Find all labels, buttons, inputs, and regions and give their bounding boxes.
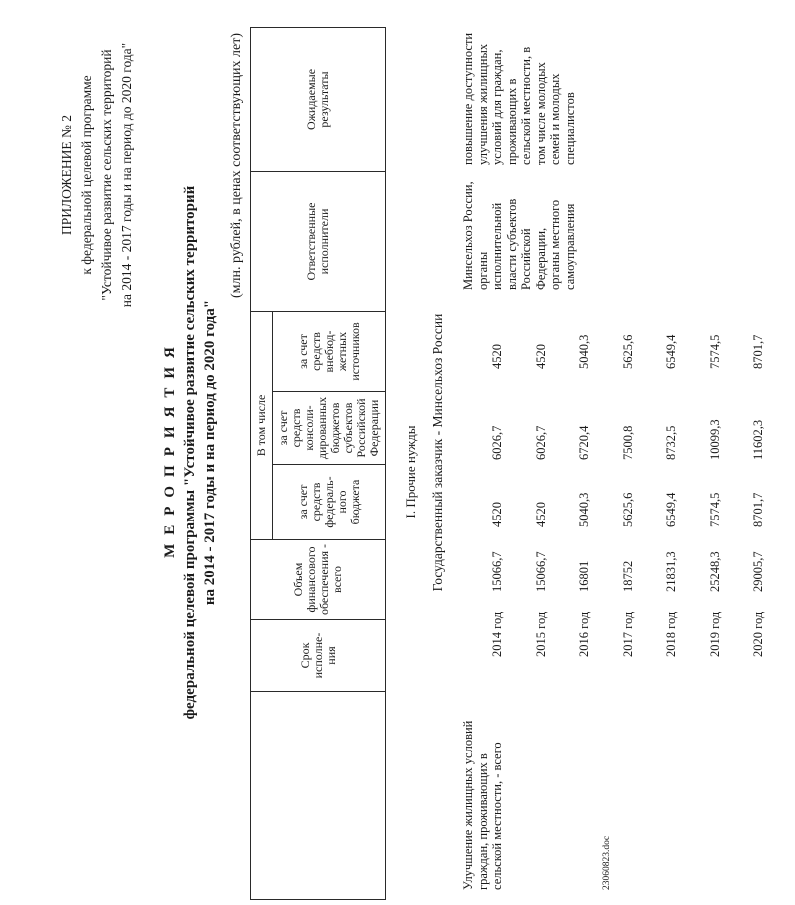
total-funding-cell: 15066,7 — [533, 551, 548, 592]
total-funding-cell: 15066,7 — [490, 551, 504, 592]
state-customer: Государственный заказчик - Минсельхоз России — [430, 313, 445, 592]
extrabudgetary-cell: 4520 — [533, 344, 548, 369]
year-cell: 2019 год — [707, 611, 722, 657]
year-cell: 2016 год — [577, 611, 591, 657]
total-funding-cell: 18752 — [620, 560, 635, 592]
regional-budget-cell: 6720,4 — [577, 425, 591, 460]
total-funding-column — [461, 551, 795, 592]
regional-budget-cell: 8732,5 — [664, 425, 678, 460]
title-heading-line — [160, 0, 180, 905]
file-name: 23060823.doc — [602, 835, 612, 890]
years-column — [461, 612, 795, 657]
header-row-top — [251, 27, 273, 899]
federal-budget-column — [461, 493, 795, 527]
federal-budget-cell: 5040,3 — [577, 492, 591, 527]
table-header — [250, 27, 386, 900]
extrabudgetary-cell: 6549,4 — [664, 334, 678, 369]
extrabudgetary-cell: 4520 — [490, 344, 504, 369]
header-including-group: В том числе — [251, 311, 273, 539]
appendix-program-period: на 2014 - 2017 годы и на период до 2020 года" — [119, 42, 134, 308]
extrabudgetary-column — [461, 335, 795, 369]
regional-budget-cell: 11602,3 — [751, 419, 765, 460]
federal-budget-cell: 8701,7 — [751, 492, 765, 527]
appendix-number: ПРИЛОЖЕНИЕ № 2 — [59, 114, 74, 236]
header-extrabudgetary: за счет средств внебюд- жетных источников — [273, 311, 386, 391]
title-program-name: федеральной целевой программы "Устойчивое развитие сельских территорий — [182, 185, 198, 720]
extrabudgetary-cell: 7574,5 — [707, 334, 722, 369]
year-cell: 2014 год — [490, 611, 504, 657]
regional-budget-cell: 10099,3 — [707, 419, 722, 460]
federal-budget-cell: 7574,5 — [707, 492, 722, 527]
year-cell: 2020 год — [751, 611, 765, 657]
appendix-program-name: "Устойчивое развитие сельских территорий — [99, 49, 114, 301]
extrabudgetary-cell: 5625,6 — [620, 334, 635, 369]
header-total-funding: Объем финансового обеспечения - всего — [251, 540, 386, 620]
extrabudgetary-cell: 5040,3 — [577, 334, 591, 369]
header-executors: Ответственные исполнители — [251, 171, 386, 311]
header-federal-budget: за счет средств федераль- ного бюджета — [273, 465, 386, 540]
title-program-period: на 2014 - 2017 годы и на период до 2020 года" — [202, 299, 218, 606]
federal-budget-cell: 6549,4 — [664, 492, 678, 527]
document-title — [160, 0, 220, 905]
total-funding-cell: 21831,3 — [664, 551, 678, 592]
responsible-executors: Минсельхоз России, органы исполнительной власти субъектов Российской Федерации, органы местного самоуправления — [461, 181, 577, 290]
header-regional-budgets: за счет средств консоли- дированных бюджетов субъектов Российской Федерации — [273, 392, 386, 465]
year-cell: 2018 год — [664, 611, 678, 657]
header-term: Срок исполне- ния — [251, 620, 386, 692]
extrabudgetary-cell: 8701,7 — [751, 334, 765, 369]
federal-budget-cell: 5625,6 — [620, 492, 635, 527]
units-note: (млн. рублей, в ценах соответствующих лет) — [229, 33, 244, 298]
regional-budgets-column — [461, 419, 795, 460]
appendix-heading — [57, 20, 137, 330]
regional-budget-cell: 6026,7 — [490, 425, 504, 460]
regional-budget-cell: 6026,7 — [533, 425, 548, 460]
section-title: I. Прочие нужды — [403, 425, 418, 519]
measure-name: Улучшение жилищных условий граждан, проживающих в сельской местности, - всего — [461, 720, 504, 890]
federal-budget-cell: 4520 — [533, 502, 548, 527]
header-results: Ожидаемые результаты — [251, 27, 386, 171]
total-funding-cell: 16801 — [577, 560, 591, 592]
federal-budget-cell: 4520 — [490, 502, 504, 527]
year-cell: 2015 год — [533, 611, 548, 657]
header-activity-cell — [251, 692, 386, 900]
title-heading: МЕРОПРИЯТИЯ — [162, 338, 178, 558]
appendix-program-reference: к федеральной целевой программе — [79, 75, 94, 275]
total-funding-cell: 29005,7 — [751, 551, 765, 592]
regional-budget-cell: 7500,8 — [620, 425, 635, 460]
total-funding-cell: 25248,3 — [707, 551, 722, 592]
year-cell: 2017 год — [620, 611, 635, 657]
expected-results: повышение доступности улучшения жилищных условий для граждан, проживающих в сельской местности, в том числе молодых семей и молодых специалистов — [461, 32, 577, 165]
